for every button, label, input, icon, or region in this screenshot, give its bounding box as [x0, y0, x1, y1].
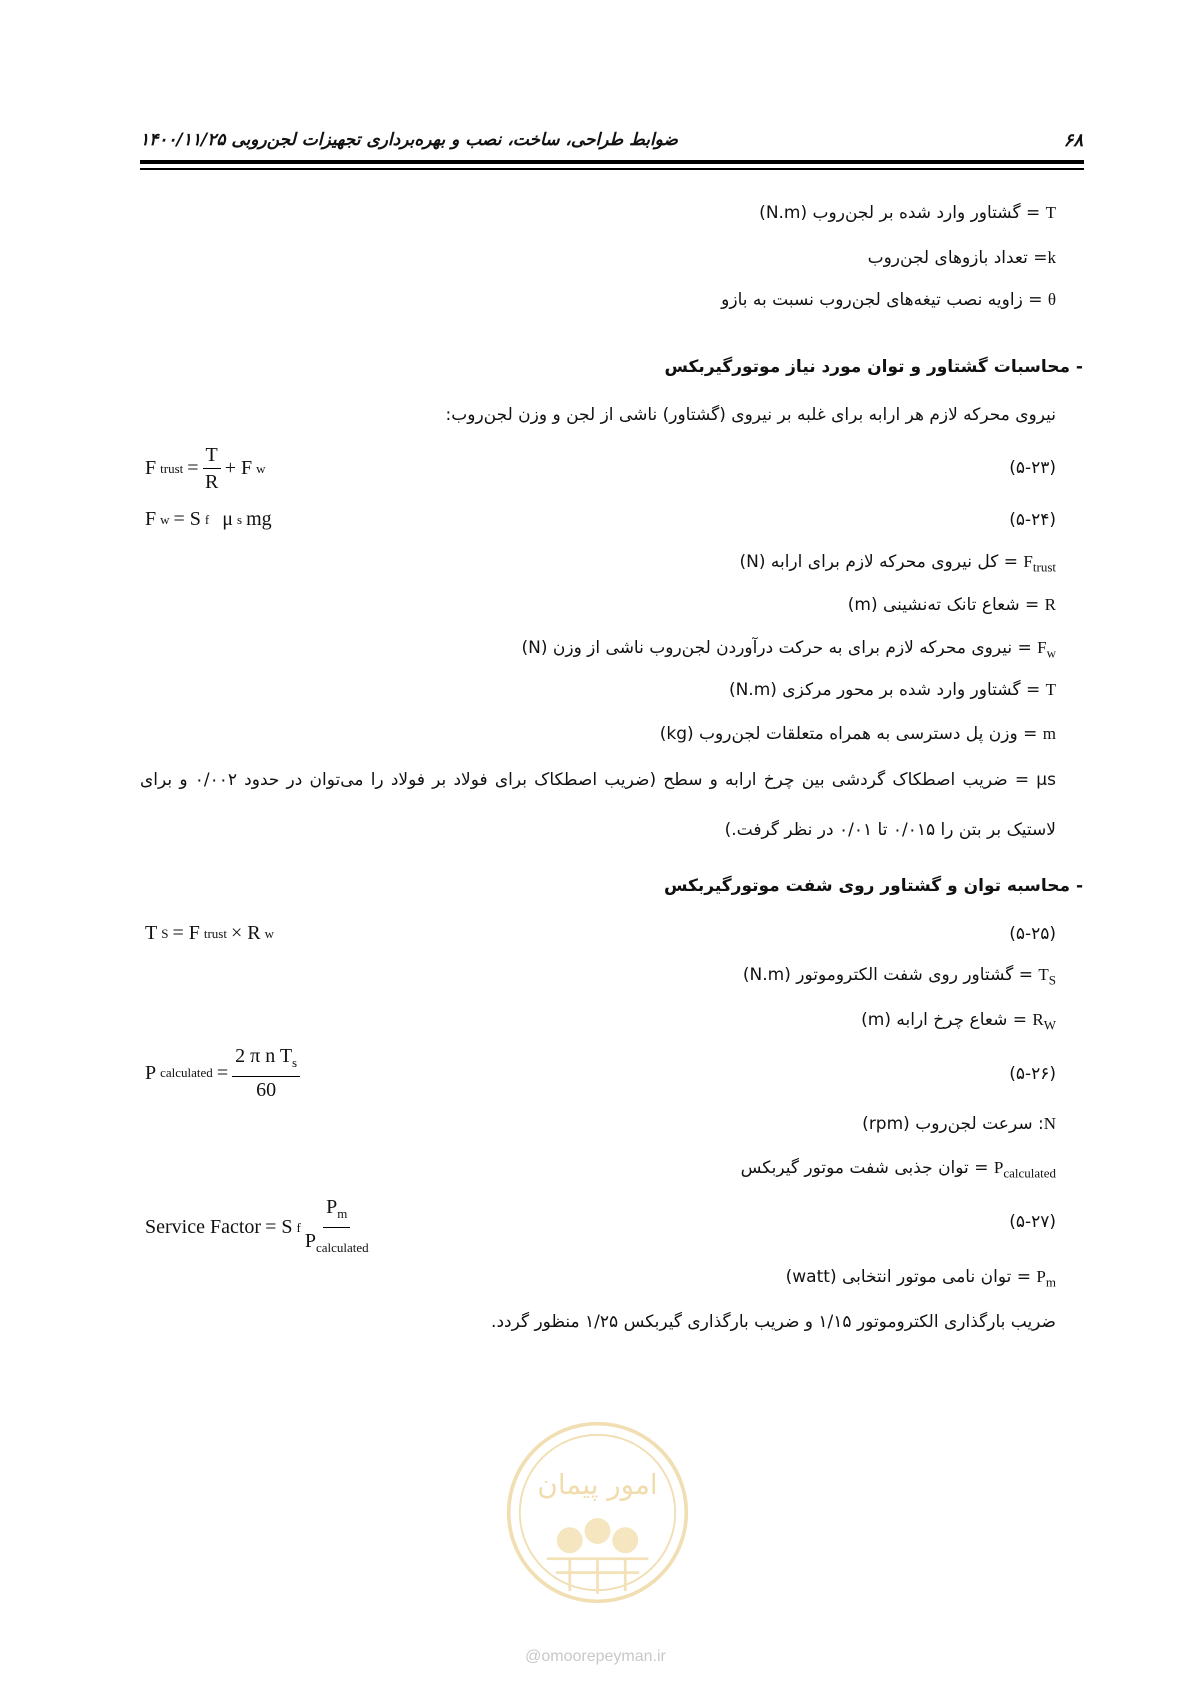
equation-number-5-24: (۵-۲۴) [1009, 510, 1056, 530]
def-P-calculated: $P_{calculated}$ = توان جذبی شفت موتور گیربکس [740, 1158, 1056, 1181]
def-m: m = وزن پل دسترسی به همراه متعلقات لجن‌روب (kg) [659, 724, 1056, 744]
def-F-w: $F_w$ = نیروی محرکه لازم برای به حرکت درآوردن لجن‌روب ناشی از وزن (N) [521, 638, 1056, 661]
section-heading-shaft-power: - محاسبه توان و گشتاور روی شفت موتورگیربکس [663, 876, 1083, 896]
section-heading-torque-power: - محاسبات گشتاور و توان مورد نیاز موتورگیربکس [664, 357, 1083, 377]
def-P-m: $P_m$ = توان نامی موتور انتخابی (watt) [785, 1267, 1056, 1290]
watermark-url: @omoorepeyman.ir [525, 1648, 666, 1665]
equation-5-24: F w = S f μ s mg [145, 508, 272, 530]
equation-number-5-25: (۵-۲۵) [1009, 924, 1056, 944]
equation-5-26: P calculated = $\frac{2 \pi n T_s}{60}$ [145, 1045, 300, 1101]
def-T-center: T = گشتاور وارد شده بر محور مرکزی (N.m) [728, 680, 1056, 700]
service-factor-note: ضریب بارگذاری الکتروموتور ۱/۱۵ و ضریب بارگذاری گیربکس ۱/۲۵ منظور گردد. [491, 1312, 1056, 1332]
equation-number-5-26: (۵-۲۶) [1009, 1064, 1056, 1084]
def-T-S: $T_S$ = گشتاور روی شفت الکتروموتور (N.m) [742, 965, 1056, 988]
header-rule-thick [140, 160, 1084, 164]
def-k: k= تعداد بازوهای لجن‌روب [867, 248, 1056, 268]
running-header-title: ضوابط طراحی، ساخت، نصب و بهره‌برداری تجهیزات لجن‌روبی ۱۴۰۰/۱۱/۲۵ [140, 130, 678, 150]
page-number: ۶۸ [1063, 130, 1083, 151]
def-R: R = شعاع تانک ته‌نشینی (m) [847, 595, 1056, 615]
equation-number-5-27: (۵-۲۷) [1009, 1212, 1056, 1232]
equation-5-23: F trust = $\frac{T}{R}$ + F w [145, 444, 266, 493]
equation-5-25: T S = F trust × R w [145, 922, 274, 944]
intro-paragraph: نیروی محرکه لازم هر ارابه برای غلبه بر نیروی (گشتاور) ناشی از لجن و وزن لجن‌روب: [445, 405, 1056, 425]
header-rule-thin [140, 168, 1084, 170]
def-theta: θ = زاویه نصب تیغه‌های لجن‌روب نسبت به بازو [721, 290, 1056, 310]
equation-number-5-23: (۵-۲۳) [1009, 458, 1056, 478]
watermark-logo [505, 1420, 690, 1605]
watermark-logo-text: امور پیمان [537, 1468, 658, 1501]
def-N: N: سرعت لجن‌روب (rpm) [862, 1114, 1056, 1134]
def-R-W: $R_W$ = شعاع چرخ ارابه (m) [861, 1010, 1056, 1033]
def-T-arm: T = گشتاور وارد شده بر لجن‌روب (N.m) [759, 203, 1056, 223]
def-mu-s: μs = ضریب اصطکاک گردشی بین چرخ ارابه و سطح (ضریب اصطکاک برای فولاد بر فولاد را می‌توان در حدود ۰/۰۰۲ و برای لاستیک بر بتن را ۰/۰۱۵ تا ۰/۰۱ در نظر گرفت.) [140, 770, 1056, 840]
def-F-trust: $F_{trust}$ = کل نیروی محرکه لازم برای ارابه (N) [739, 552, 1056, 575]
equation-5-27: Service Factor = S f $\frac{P_m}{P_{calculated}}$ [145, 1196, 369, 1255]
